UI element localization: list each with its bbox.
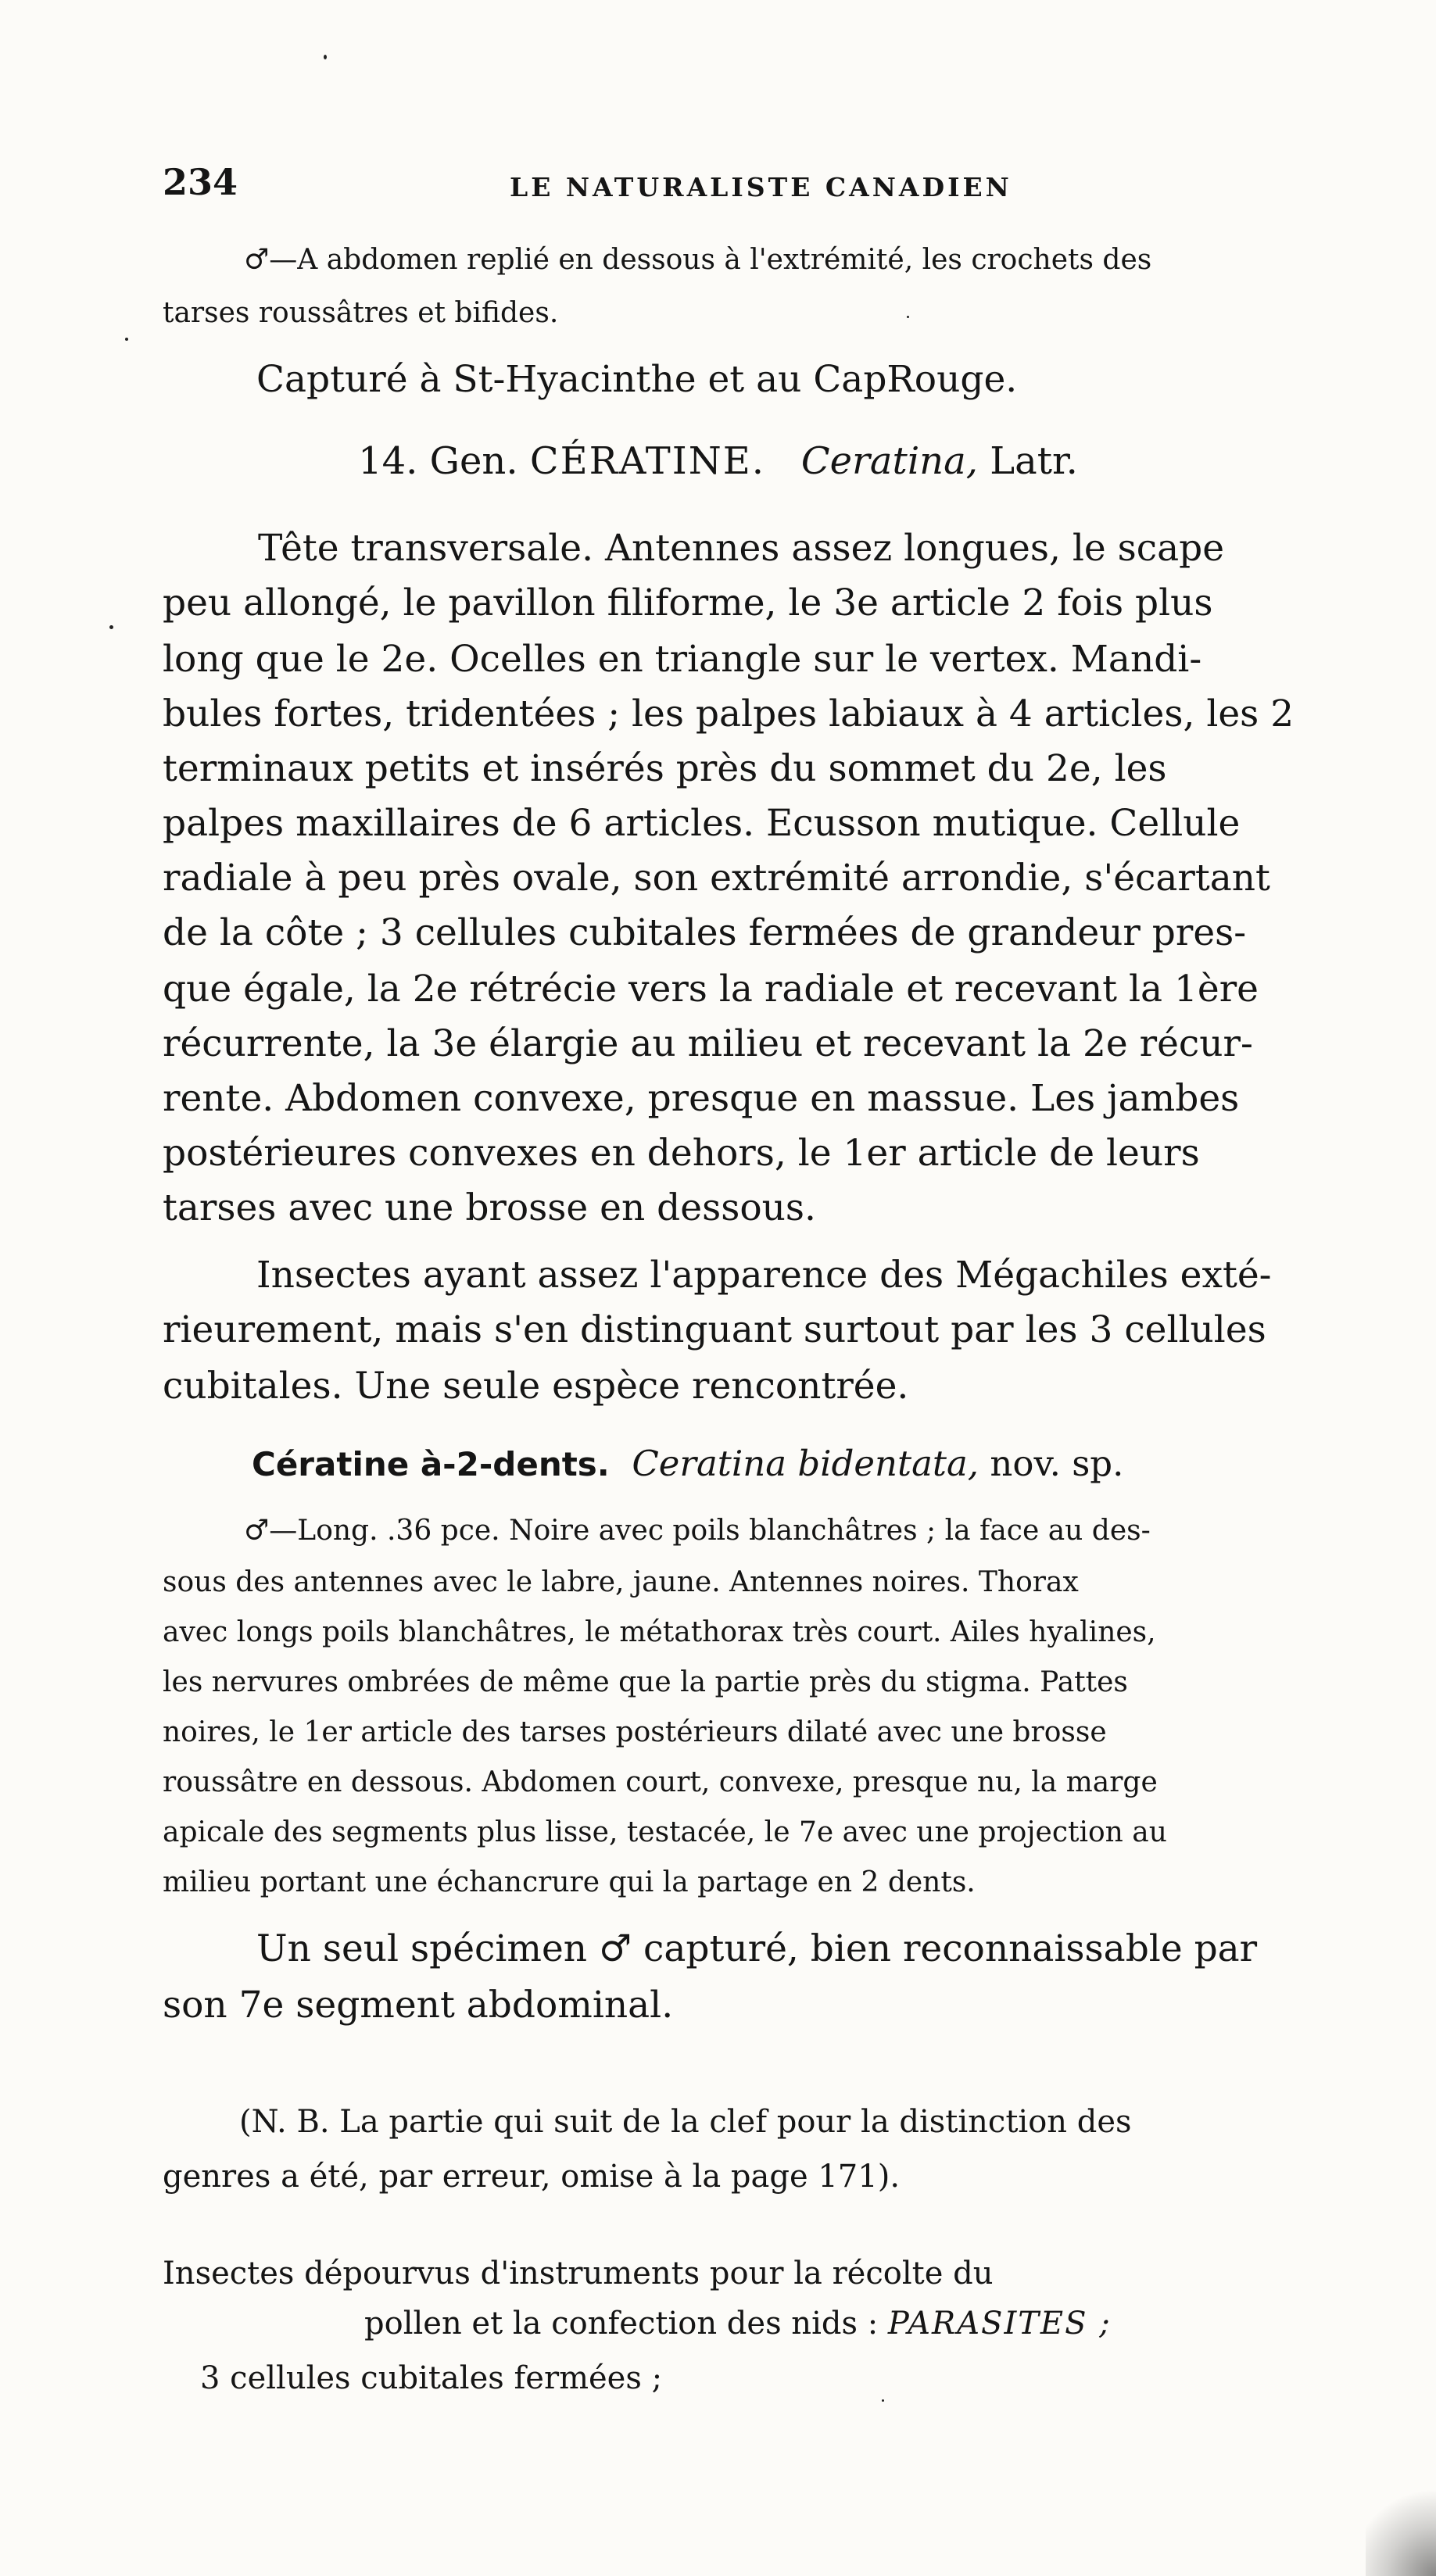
page-number: 234 <box>163 161 238 203</box>
species-heading: Cératine à-2-dents. Ceratina bidentata, nov. sp. <box>252 1443 1124 1484</box>
species-description-line: les nervures ombrées de même que la partie près du stigma. Pattes <box>163 1666 1128 1698</box>
male-symbol: ♂ <box>244 244 270 276</box>
species-description-line: noires, le 1er article des tarses postérieurs dilaté avec une brosse <box>163 1716 1107 1748</box>
species-description-line: milieu portant une échancrure qui la partage en 2 dents. <box>163 1866 976 1898</box>
key-line-1: Insectes dépourvus d'instruments pour la récolte du <box>163 2256 994 2292</box>
genus-description-line: long que le 2e. Ocelles en triangle sur le vertex. Mandi- <box>163 638 1202 681</box>
genus-description-line: rente. Abdomen convexe, presque en massue. Les jambes <box>163 1077 1240 1120</box>
genus-description-line: de la côte ; 3 cellules cubitales fermées de grandeur pres- <box>163 911 1247 954</box>
specimen-note-line-2: son 7e segment abdominal. <box>163 1984 674 2027</box>
male-symbol: ♂ <box>598 1927 632 1970</box>
genus-description-line: que égale, la 2e rétrécie vers la radiale et recevant la 1ère <box>163 968 1259 1011</box>
genus-description-line: palpes maxillaires de 6 articles. Ecusson mutique. Cellule <box>163 802 1241 845</box>
key-line-3: 3 cellules cubitales fermées ; <box>200 2360 663 2396</box>
running-title: LE NATURALISTE CANADIEN <box>510 172 1012 202</box>
capture-locality: Capturé à St-Hyacinthe et au CapRouge. <box>256 358 1018 401</box>
scan-shadow <box>1366 2474 1436 2576</box>
genus-remarks-line: Insectes ayant assez l'apparence des Mégachiles exté- <box>256 1254 1272 1297</box>
nb-note-line-1: (N. B. La partie qui suit de la clef pour la distinction des <box>239 2104 1132 2140</box>
nb-note-line-2: genres a été, par erreur, omise à la page 171). <box>163 2159 901 2195</box>
genus-description-line: postérieures convexes en dehors, le 1er article de leurs <box>163 1132 1200 1175</box>
specimen-note-line-1: Un seul spécimen ♂ capturé, bien reconnaissable par <box>256 1927 1258 1970</box>
genus-description-line: tarses avec une brosse en dessous. <box>163 1186 816 1229</box>
species-description-line: avec longs poils blanchâtres, le métathorax très court. Ailes hyalines, <box>163 1616 1156 1648</box>
species-description-line: ♂—Long. .36 pce. Noire avec poils blanchâtres ; la face au des- <box>244 1515 1151 1547</box>
genus-description-line: radiale à peu près ovale, son extrémité arrondie, s'écartant <box>163 857 1270 900</box>
ink-speck <box>907 316 909 318</box>
male-description-line-2: tarses roussâtres et bifides. <box>163 297 559 329</box>
genus-heading: 14. Gen. CÉRATINE. Ceratina, Latr. <box>358 439 1078 483</box>
genus-remarks-line: cubitales. Une seule espèce rencontrée. <box>163 1365 909 1408</box>
species-description-line: apicale des segments plus lisse, testacée, le 7e avec une projection au <box>163 1816 1167 1848</box>
genus-remarks-line: rieurement, mais s'en distinguant surtout par les 3 cellules <box>163 1308 1266 1351</box>
male-description-line-1: ♂—A abdomen replié en dessous à l'extrémité, les crochets des <box>244 244 1152 276</box>
genus-description-line: Tête transversale. Antennes assez longues, le scape <box>258 527 1225 570</box>
genus-description-line: bules fortes, tridentées ; les palpes labiaux à 4 articles, les 2 <box>163 692 1295 735</box>
genus-description-line: récurrente, la 3e élargie au milieu et recevant la 2e récur- <box>163 1022 1253 1065</box>
ink-speck <box>125 338 128 341</box>
genus-description-line: peu allongé, le pavillon filiforme, le 3e article 2 fois plus <box>163 581 1213 624</box>
species-description-line: roussâtre en dessous. Abdomen court, convexe, presque nu, la marge <box>163 1766 1158 1798</box>
key-line-2: pollen et la confection des nids : PARASITES ; <box>364 2306 1112 2342</box>
ink-speck <box>109 625 113 629</box>
male-symbol: ♂ <box>244 1515 270 1547</box>
species-description-line: sous des antennes avec le labre, jaune. Antennes noires. Thorax <box>163 1566 1079 1598</box>
ink-speck <box>882 2399 884 2402</box>
genus-description-line: terminaux petits et insérés près du sommet du 2e, les <box>163 747 1167 790</box>
ink-speck <box>324 55 327 59</box>
